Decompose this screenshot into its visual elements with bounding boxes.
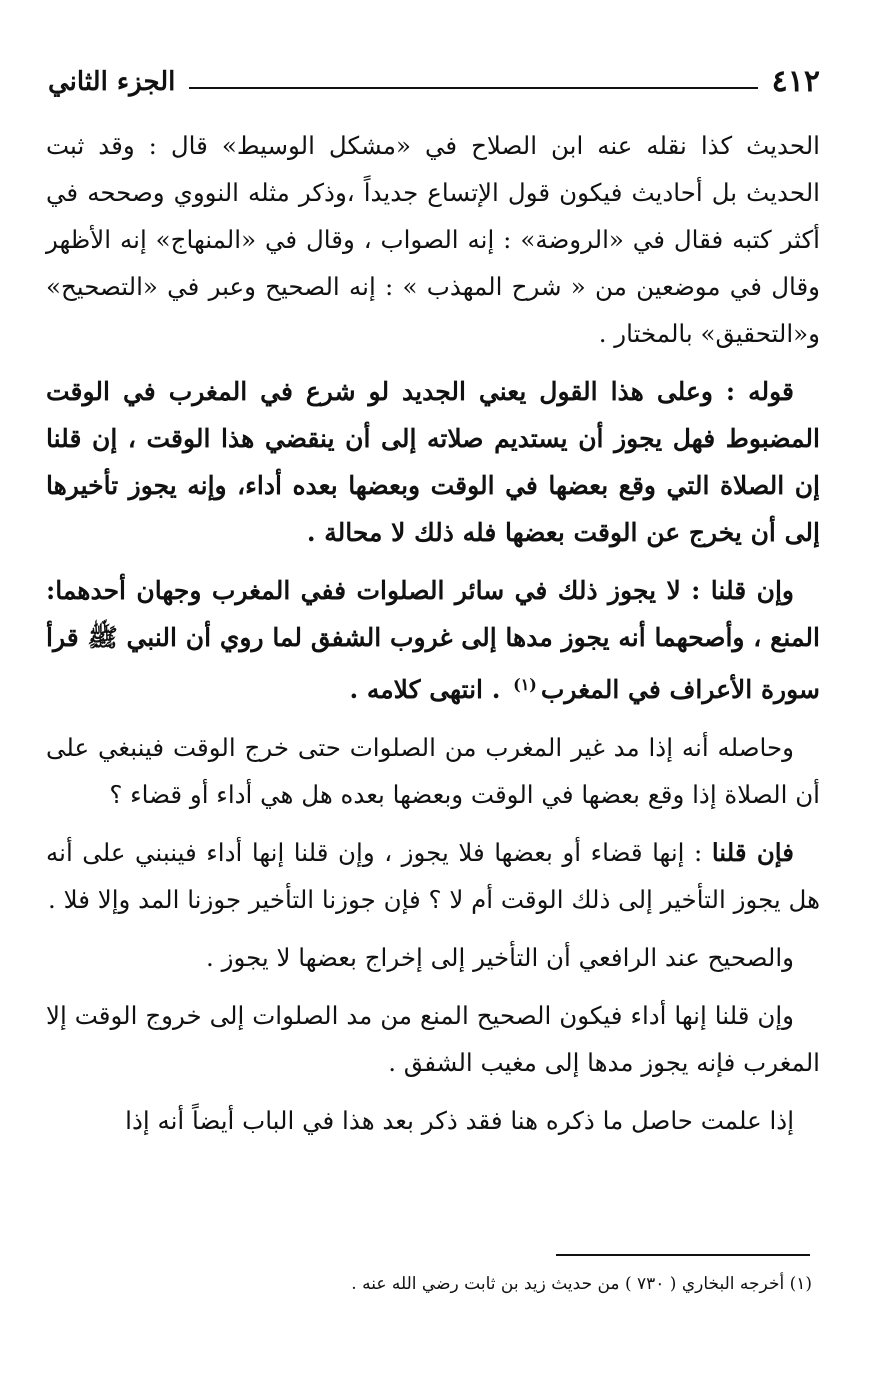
part-title: الجزء الثاني [48,67,176,97]
paragraph-4 [46,724,820,818]
page-header [48,62,820,102]
paragraph-3-quoted [46,567,820,713]
paragraph-8 [46,1097,820,1144]
paragraph-text-after: . انتهى كلامه . [349,675,510,704]
paragraph-text: الحديث كذا نقله عنه ابن الصلاح في «مشكل الوسيط» قال : وقد ثبت الحديث بل أحاديث فيكون قول الإتساع جديداً ،وذكر مثله النووي وصححه في أكثر كتبه فقال في «الروضة» : إنه الصواب ، وقال في «المنهاج» إنه الأظهر وقال في موضعين من « شرح المهذب » : إنه الصحيح وعبر في «التصحيح» و«التحقيق» بالمختار . [46,131,820,348]
paragraph-text: والصحيح عند الرافعي أن التأخير إلى إخراج بعضها لا يجوز . [206,943,794,972]
page-number: ٤١٢ [771,64,820,99]
paragraph-5 [46,829,820,923]
paragraph-text: وإن قلنا : لا يجوز ذلك في سائر الصلوات ففي المغرب وجهان أحدهما: المنع ، وأصحهما أنه يجوز مدها إلى غروب الشفق لما روي أن النبي ﷺ قرأ سورة الأعراف في المغرب [46,576,820,704]
paragraph-text: وإن قلنا إنها أداء فيكون الصحيح المنع من مد الصلوات إلى خروج الوقت إلا المغرب فإنه يجوز مدها إلى مغيب الشفق . [46,1001,820,1077]
paragraph-lead: فإن قلنا [711,838,794,867]
paragraph-7 [46,992,820,1086]
paragraph-text: إذا علمت حاصل ما ذكره هنا فقد ذكر بعد هذا في الباب أيضاً أنه إذا [125,1106,794,1135]
footnote: (١) أخرجه البخاري ( ٧٣٠ ) من حديث زيد بن ثابت رضي الله عنه . [351,1274,812,1294]
footnote-reference: (١) [513,675,537,694]
header-rule [189,87,757,89]
paragraph-6 [46,934,820,981]
paragraph-text: : إنها قضاء أو بعضها فلا يجوز ، وإن قلنا إنها أداء فينبني على أنه هل يجوز التأخير إلى ذلك الوقت أم لا ؟ فإن جوزنا التأخير جوزنا المد وإلا فلا . [46,838,820,914]
paragraph-text: قوله : وعلى هذا القول يعني الجديد لو شرع في المغرب في الوقت المضبوط فهل يجوز أن يستديم صلاته إلى أن ينقضي هذا الوقت ، إن قلنا إن الصلاة التي وقع بعضها في الوقت وبعضها بعده أداء، وإنه يجوز تأخيرها إلى أن يخرج عن الوقت بعضها فله ذلك لا محالة . [46,377,821,547]
paragraph-1 [46,122,820,357]
paragraph-2-quoted [46,368,820,556]
footnote-rule [556,1254,810,1256]
main-text [46,122,820,1155]
paragraph-text: وحاصله أنه إذا مد غير المغرب من الصلوات حتى خرج الوقت فينبغي على أن الصلاة إذا وقع بعضها في الوقت وبعضها بعده هل هي أداء أو قضاء ؟ [46,733,820,809]
